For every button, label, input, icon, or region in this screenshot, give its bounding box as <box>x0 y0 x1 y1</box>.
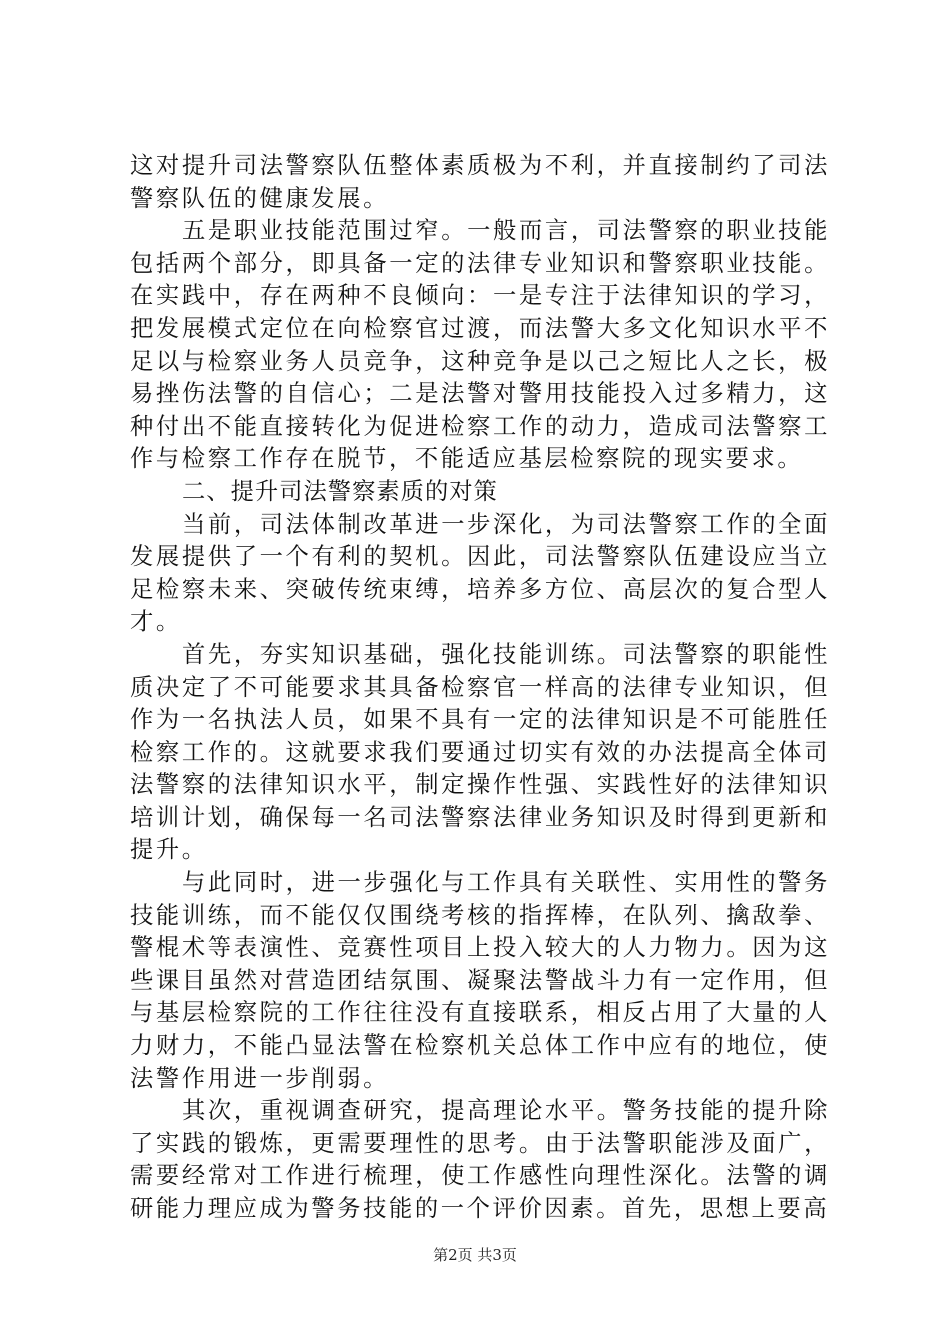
page-footer: 第2页 共3页 <box>433 1246 517 1264</box>
paragraph-vocational-skills: 五是职业技能范围过窄。一般而言，司法警察的职业技能包括两个部分，即具备一定的法律专业知识和警察职业技能。在实践中，存在两种不良倾向：一是专注于法律知识的学习，把发展模式定位在向检察官过渡，而法警大多文化知识水平不足以与检察业务人员竞争，这种竞争是以己之短比人之长，极易挫伤法警的自信心；二是法警对警用技能投入过多精力，这种付出不能直接转化为促进检察工作的动力，造成司法警察工作与检察工作存在脱节，不能适应基层检察院的现实要求。 <box>130 217 830 473</box>
paragraph-research: 其次，重视调查研究，提高理论水平。警务技能的提升除了实践的锻炼，更需要理性的思考。由于法警职能涉及面广，需要经常对工作进行梳理，使工作感性向理性深化。法警的调研能力理应成为警务技能的一个评价因素。首先，思想上要高 <box>130 1097 830 1222</box>
paragraph-knowledge-foundation: 首先，夯实知识基础，强化技能训练。司法警察的职能性质决定了不可能要求其具备检察官一样高的法律专业知识，但作为一名执法人员，如果不具有一定的法律知识是不可能胜任检察工作的。这就要求我们要通过切实有效的办法提高全体司法警察的法律知识水平，制定操作性强、实践性好的法律知识培训计划，确保每一名司法警察法律业务知识及时得到更新和提升。 <box>130 640 830 864</box>
paragraph-continuation: 这对提升司法警察队伍整体素质极为不利，并直接制约了司法警察队伍的健康发展。 <box>130 152 830 212</box>
section-heading-countermeasures: 二、提升司法警察素质的对策 <box>182 477 498 505</box>
paragraph-reform-opportunity: 当前，司法体制改革进一步深化，为司法警察工作的全面发展提供了一个有利的契机。因此，司法警察队伍建设应当立足检察未来、突破传统束缚，培养多方位、高层次的复合型人才。 <box>130 510 830 636</box>
paragraph-skill-training: 与此同时，进一步强化与工作具有关联性、实用性的警务技能训练，而不能仅仅围绕考核的指挥棒，在队列、擒敌拳、警棍术等表演性、竞赛性项目上投入较大的人力物力。因为这些课目虽然对营造团结氛围、凝聚法警战斗力有一定作用，但与基层检察院的工作往往没有直接联系，相反占用了大量的人力财力，不能凸显法警在检察机关总体工作中应有的地位，使法警作用进一步削弱。 <box>130 869 830 1092</box>
document-body <box>130 150 830 1226</box>
